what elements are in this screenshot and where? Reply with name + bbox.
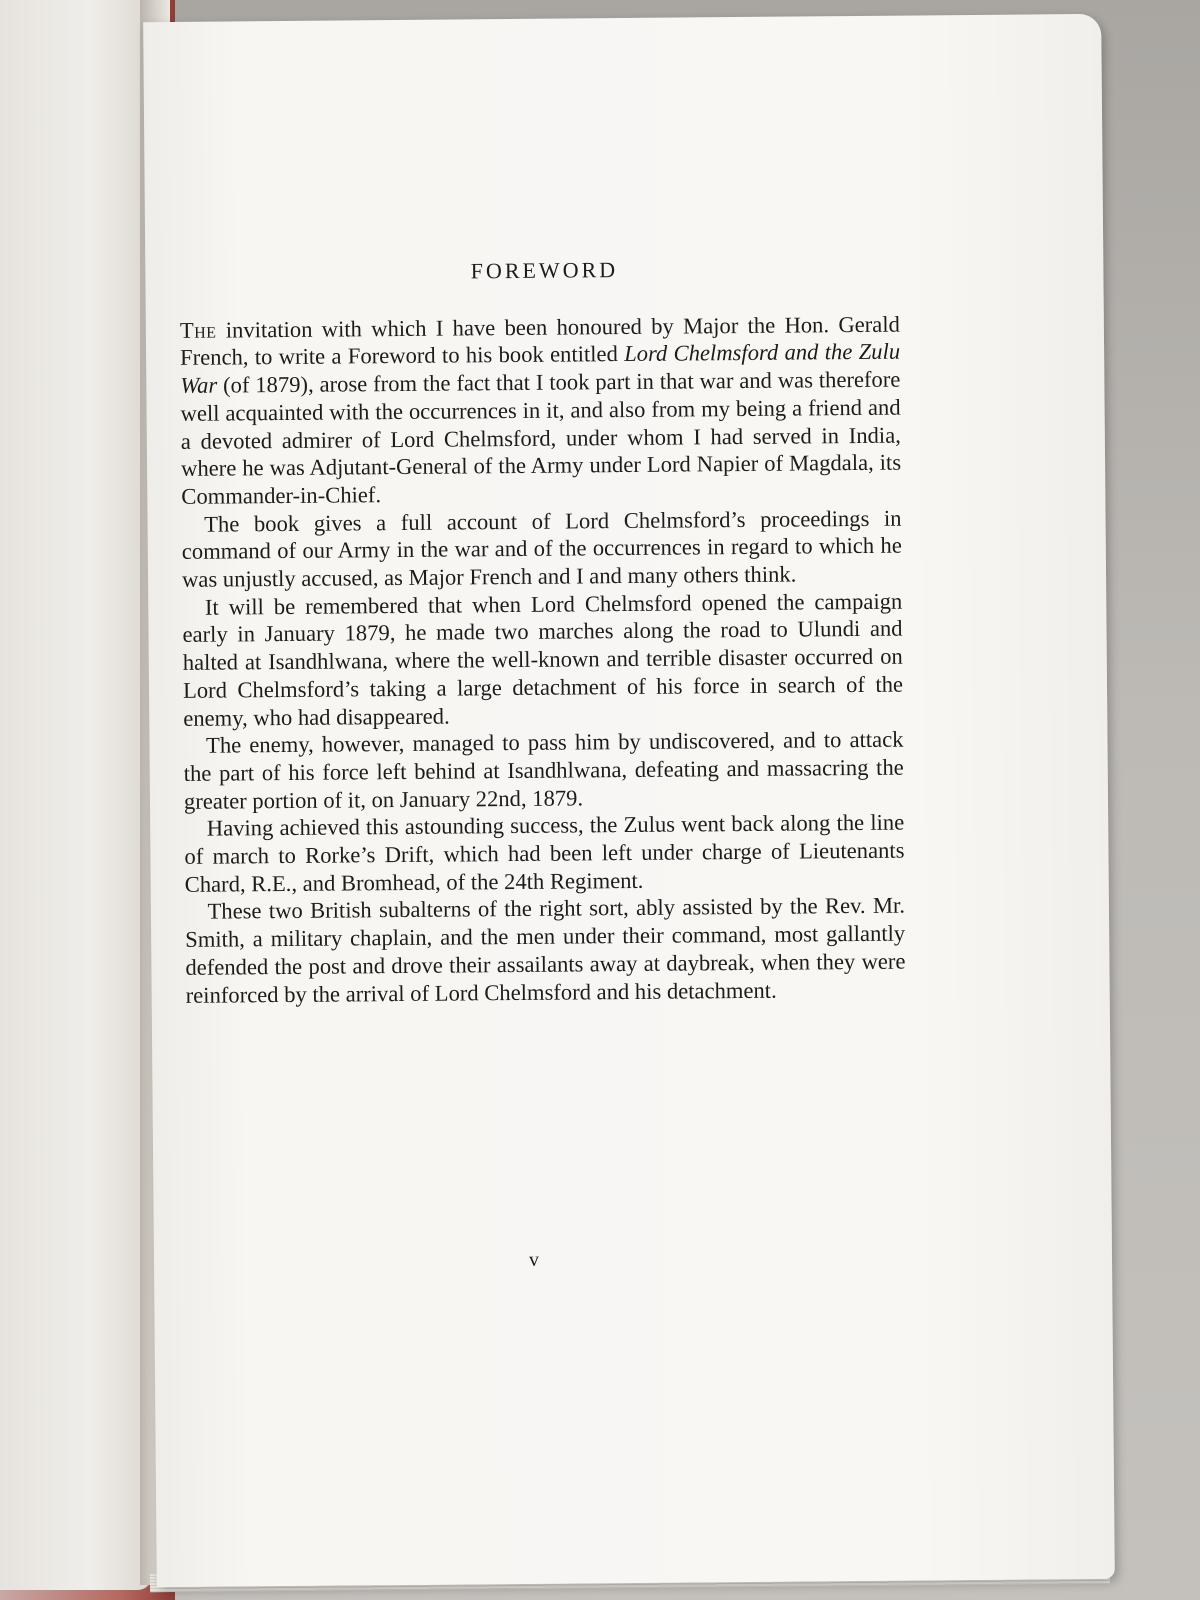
paragraph-2: The book gives a full account of Lord Chelmsford’s proceedings in command of our Army in the war and of the occurrences in regard to which he was unjustly accused, as Major French and I and many others think. [181, 505, 902, 592]
paragraph-5: Having achieved this astounding success, the Zulus went back along the line of march to Rorke’s Drift, which had been left under charge of Lieutenants Chard, R.E., and Bromhead, of the 24th Regiment. [184, 809, 905, 897]
paragraph-4: The enemy, however, managed to pass him by undiscovered, and to attack the part of his force left behind at Isandhlwana, defeating and massacring the greater portion of it, on January 22nd, 1879. [183, 726, 904, 814]
page-heading: FOREWORD [470, 257, 619, 284]
left-page [0, 0, 152, 1590]
right-page [143, 14, 1115, 1587]
text-block [179, 254, 906, 1010]
paragraph-1-tail: (of 1879), arose from the fact that I took part in that war and was therefore well acquainted with the occurrences in it, and also from my being a friend and a devoted admirer of Lord Chelmsford, under whom I had served in India, where he was Adjutant-General of the Army under Lord Napier of Magdala, its Commander-in-Chief. [180, 366, 902, 509]
paragraph-6: These two British subalterns of the right sort, ably assisted by the Rev. Mr. Smith, a military chaplain, and the men under their command, most gallantly defended the post and drove their assailants away at daybreak, when they were reinforced by the arrival of Lord Chelmsford and his detachment. [185, 893, 906, 1008]
paragraph-1-text: invitation with which I have been honoured by Major the Hon. Gerald French, to write a Foreword to his book entitled [180, 311, 900, 371]
page-number: v [528, 1248, 540, 1271]
book-title: Lord Chelmsford and the Zulu War [180, 339, 901, 399]
paragraph-3: It will be remembered that when Lord Chelmsford opened the campaign early in January 1879, he made two marches along the road to Ulundi and halted at Isandhlwana, where the well-known and terrible disaster occurred on Lord Chelmsford’s taking a large detachment of his force in search of the enemy, who had disappeared. [182, 588, 904, 731]
paragraph-1-lead: The [179, 317, 217, 343]
paragraph-1 [180, 310, 902, 510]
